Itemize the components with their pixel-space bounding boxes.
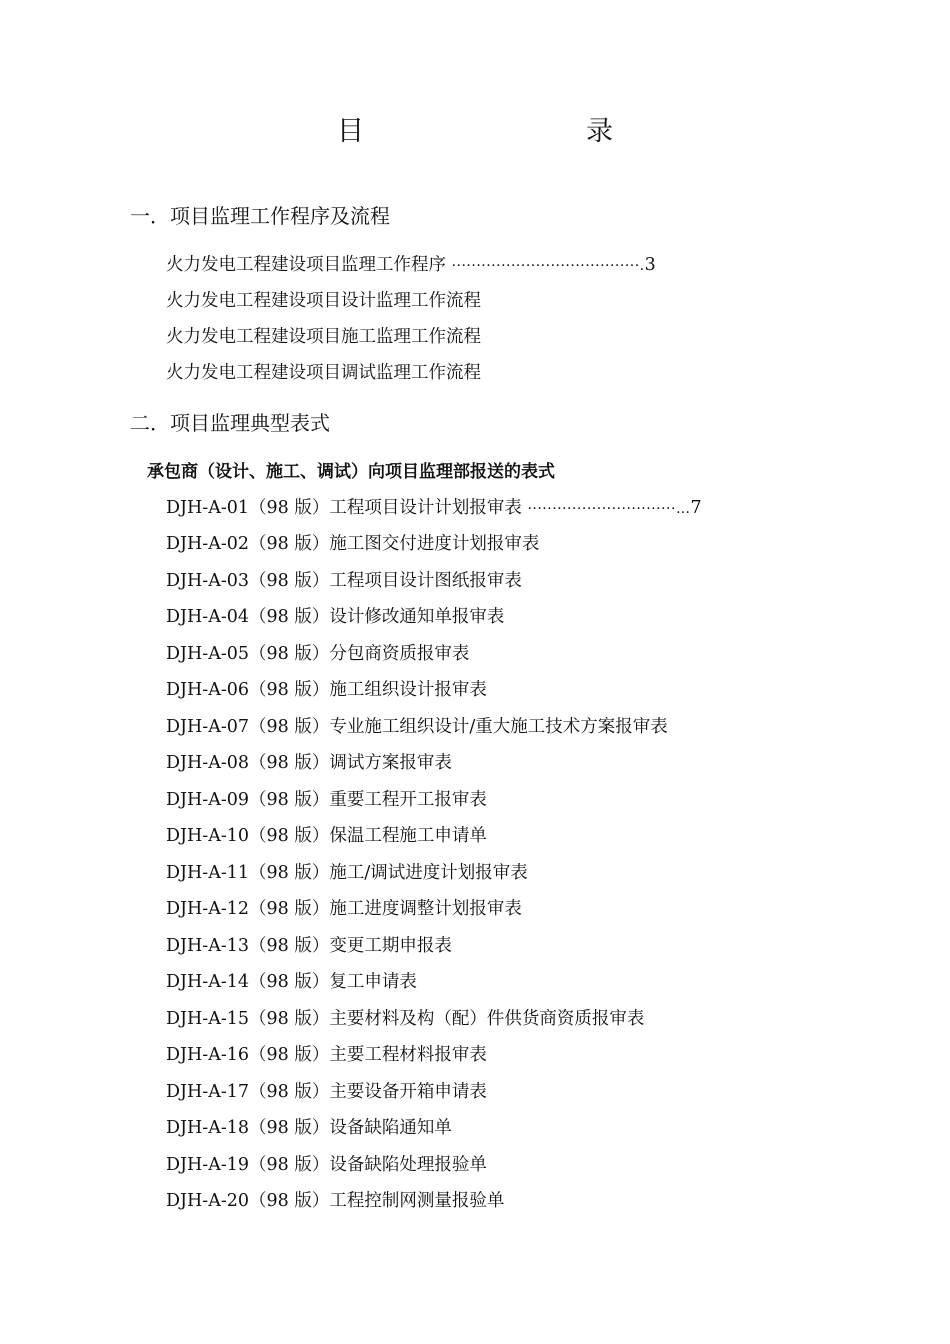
toc-entry: DJH-A-12（98 版）施工进度调整计划报审表 xyxy=(166,899,522,919)
toc-entry: DJH-A-08（98 版）调试方案报审表 xyxy=(166,753,452,773)
toc-entry xyxy=(166,496,702,521)
toc-entry: DJH-A-05（98 版）分包商资质报审表 xyxy=(166,644,470,664)
section-2-subheading: 承包商（设计、施工、调试）向项目监理部报送的表式 xyxy=(147,462,555,482)
toc-entry: DJH-A-02（98 版）施工图交付进度计划报审表 xyxy=(166,534,540,554)
toc-entry: DJH-A-19（98 版）设备缺陷处理报验单 xyxy=(166,1155,487,1175)
section-1-heading: 一．项目监理工作程序及流程 xyxy=(130,204,390,228)
toc-entry: DJH-A-11（98 版）施工/调试进度计划报审表 xyxy=(166,863,528,883)
toc-entry: DJH-A-18（98 版）设备缺陷通知单 xyxy=(166,1118,452,1138)
toc-entry: DJH-A-04（98 版）设计修改通知单报审表 xyxy=(166,607,505,627)
toc-entry: DJH-A-03（98 版）工程项目设计图纸报审表 xyxy=(166,571,522,591)
toc-entry: 火力发电工程建设项目施工监理工作流程 xyxy=(166,327,481,347)
page-title: 目 录 xyxy=(337,116,669,147)
toc-entry: DJH-A-15（98 版）主要材料及构（配）件供货商资质报审表 xyxy=(166,1009,645,1029)
toc-entry-text: 火力发电工程建设项目监理工作程序 xyxy=(166,255,446,275)
toc-entry: DJH-A-14（98 版）复工申请表 xyxy=(166,972,417,992)
toc-entry-text: DJH-A-01（98 版）工程项目设计计划报审表 xyxy=(166,498,522,518)
toc-entry: DJH-A-09（98 版）重要工程开工报审表 xyxy=(166,790,487,810)
toc-entry: DJH-A-07（98 版）专业施工组织设计/重大施工技术方案报审表 xyxy=(166,717,668,737)
toc-entry: DJH-A-16（98 版）主要工程材料报审表 xyxy=(166,1045,487,1065)
toc-entry: DJH-A-10（98 版）保温工程施工申请单 xyxy=(166,826,487,846)
toc-entry: 火力发电工程建设项目调试监理工作流程 xyxy=(166,363,481,383)
toc-page-number: 3 xyxy=(644,255,656,275)
toc-leader-dots: ······································. xyxy=(451,258,645,274)
toc-entry: DJH-A-13（98 版）变更工期申报表 xyxy=(166,936,452,956)
toc-entry: 火力发电工程建设项目设计监理工作流程 xyxy=(166,291,481,311)
section-2-heading: 二．项目监理典型表式 xyxy=(130,411,330,435)
toc-page-number: 7 xyxy=(690,498,702,518)
toc-leader-dots: ······························… xyxy=(527,501,691,517)
toc-entry: DJH-A-20（98 版）工程控制网测量报验单 xyxy=(166,1191,505,1211)
toc-entry: DJH-A-17（98 版）主要设备开箱申请表 xyxy=(166,1082,487,1102)
toc-entry xyxy=(166,253,656,278)
toc-entry: DJH-A-06（98 版）施工组织设计报审表 xyxy=(166,680,487,700)
